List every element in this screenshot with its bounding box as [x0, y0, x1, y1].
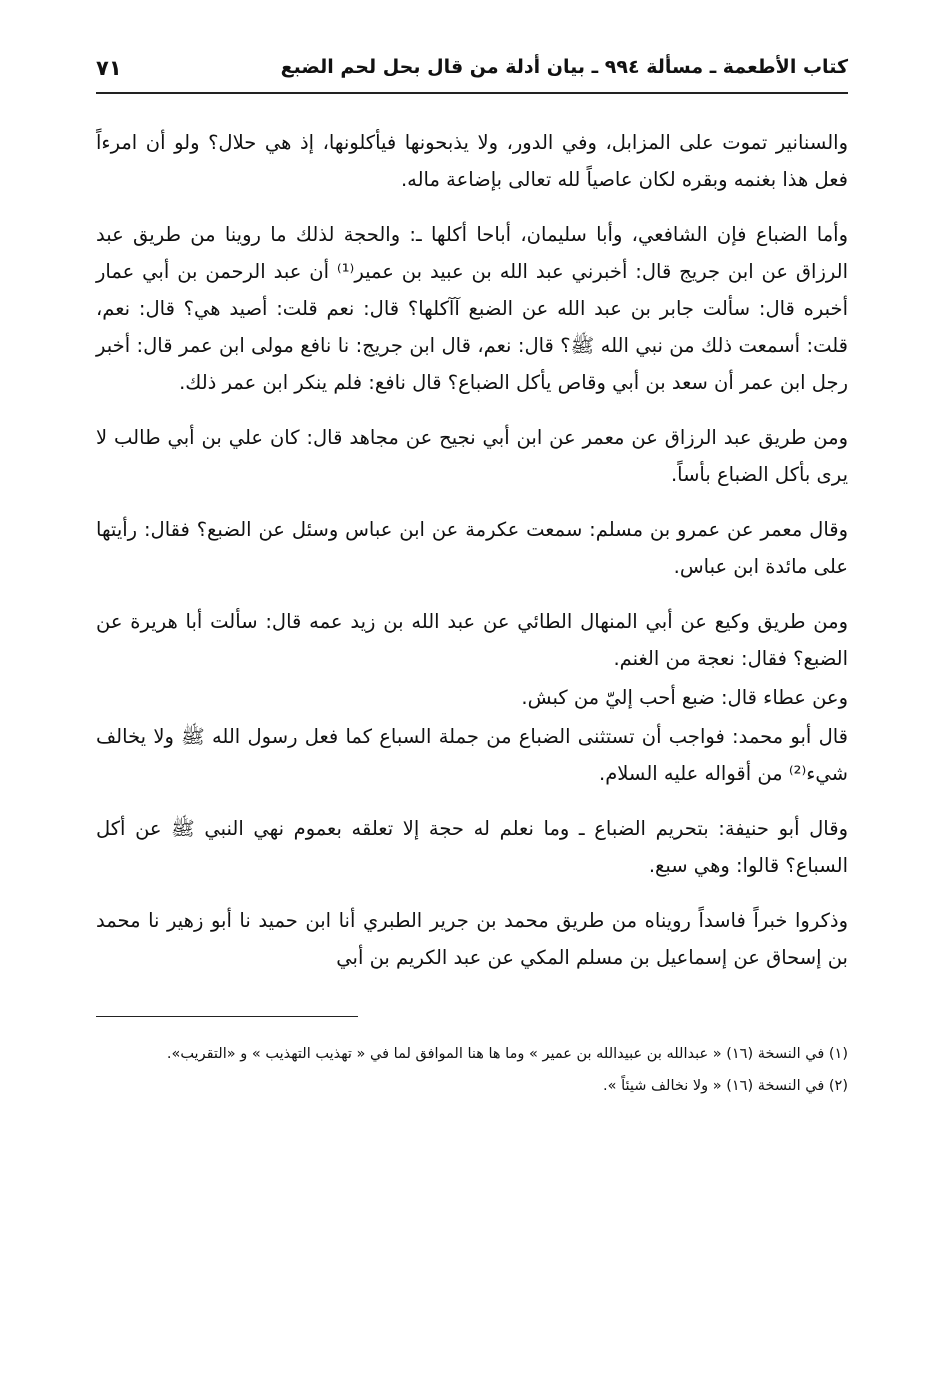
footnote-1: (١) في النسخة (١٦) « عبدالله بن عبيدالله بن عمير » وما ها هنا الموافق لما في « تهذيب التهذيب » و «التقريب».	[166, 1046, 848, 1062]
paragraph-9: وذكروا خبراً فاسداً رويناه من طريق محمد بن جرير الطبري أنا ابن حميد نا أبو زهير نا محمد بن إسحاق عن إسماعيل بن مسلم المكي عن عبد الكريم بن أبي	[96, 909, 848, 969]
page-number: ٧١	[96, 56, 122, 80]
paragraph-8: وقال أبو حنيفة: بتحريم الضباع ـ وما نعلم له حجة إلا تعلقه بعموم نهي النبي ﷺ عن أكل السباع؟ قالوا: وهي سبع.	[96, 817, 848, 877]
footnotes	[96, 1041, 848, 1099]
running-header	[96, 52, 848, 94]
paragraph-7: قال أبو محمد: فواجب أن تستثنى الضباع من جملة السباع كما فعل رسول الله ﷺ ولا يخالف شيء⁽²⁾ من أقواله عليه السلام.	[96, 725, 848, 785]
paragraph-1: والسنانير تموت على المزابل، وفي الدور، ولا يذبحونها فيأكلونها، إذ هي حلال؟ ولو أن امرءاً فعل هذا بغنمه وبقره لكان عاصياً لله تعالى بإضاعة ماله.	[96, 131, 848, 191]
header-title: كتاب الأطعمة ـ مسألة ٩٩٤ ـ بيان أدلة من قال بحل لحم الضبع	[280, 56, 848, 78]
book-page	[96, 52, 848, 1352]
paragraph-4: وقال معمر عن عمرو بن مسلم: سمعت عكرمة عن ابن عباس وسئل عن الضبع؟ فقال: رأيتها على مائدة ابن عباس.	[96, 518, 848, 578]
footnote-separator	[96, 1016, 358, 1017]
footnote-2: (٢) في النسخة (١٦) « ولا نخالف شيئاً ».	[603, 1078, 848, 1094]
paragraph-2: وأما الضباع فإن الشافعي، وأبا سليمان، أباحا أكلها ـ: والحجة لذلك ما روينا من طريق عبد الرزاق عن ابن جريج قال: أخبرني عبد الله بن عبيد بن عمير⁽¹⁾ أن عبد الرحمن بن أبي عمار أخبره قال: سألت جابر بن عبد الله عن الضبع آآكلها؟ قال: نعم قلت: أصيد هي؟ قال: نعم، قلت: أسمعت ذلك من نبي الله ﷺ؟ قال: نعم، قال ابن جريج: نا نافع مولى ابن عمر قال: أخبر رجل ابن عمر أن سعد بن أبي وقاص يأكل الضباع؟ قال نافع: فلم ينكر ابن عمر ذلك.	[96, 223, 849, 394]
paragraph-5: ومن طريق وكيع عن أبي المنهال الطائي عن عبد الله بن زيد عمه قال: سألت أبا هريرة عن الضبع؟ فقال: نعجة من الغنم.	[96, 610, 848, 670]
paragraph-6: وعن عطاء قال: ضبع أحب إليّ من كبش.	[521, 686, 848, 709]
paragraph-3: ومن طريق عبد الرزاق عن معمر عن ابن أبي نجيح عن مجاهد قال: كان علي بن أبي طالب لا يرى بأكل الضباع بأساً.	[96, 426, 848, 486]
body-text	[96, 124, 848, 976]
